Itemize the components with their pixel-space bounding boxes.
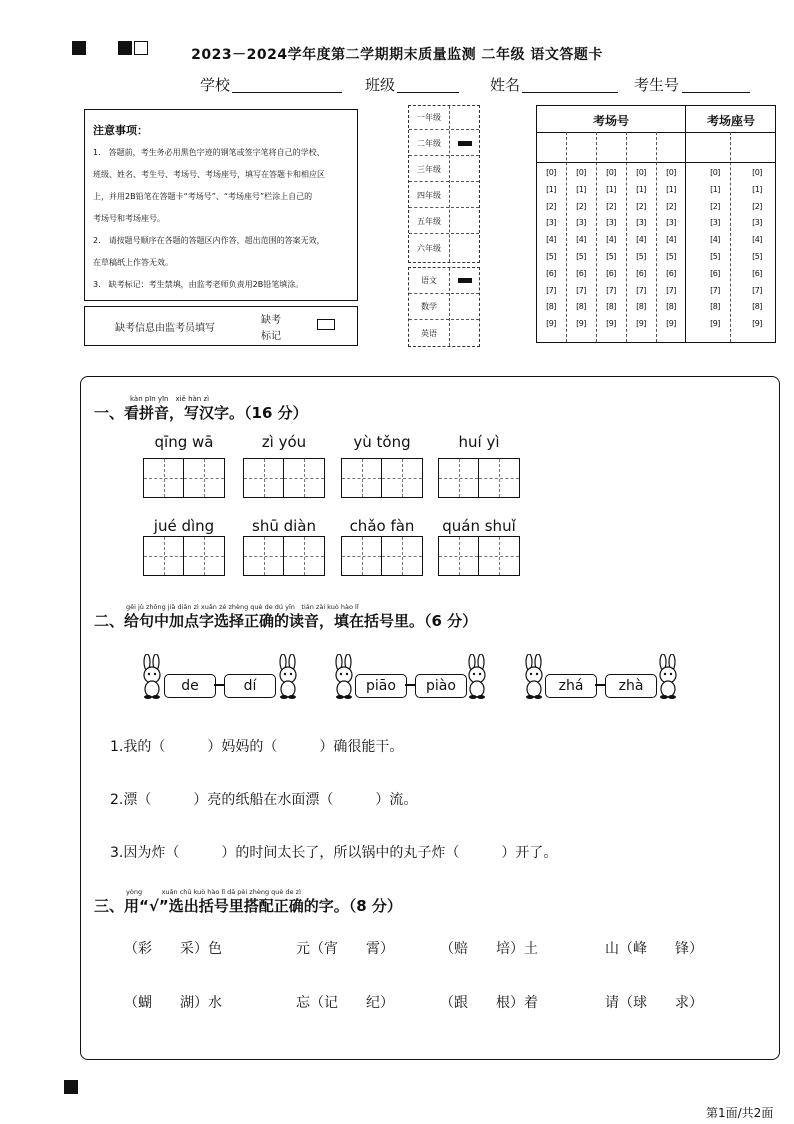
connector (595, 684, 605, 686)
pinyin-label: chǎo fàn (349, 517, 415, 535)
section2-title: 二、给句中加点字选择正确的读音，填在括号里。（6 分） (94, 612, 478, 630)
section3-ruby: yòng xuǎn chū kuò hào lǐ dā pèi zhèng què de zì (126, 888, 301, 896)
digit-bubble[interactable]: [5] (710, 252, 720, 261)
bunny-icon (520, 654, 548, 700)
reading-option[interactable]: zhà (605, 674, 657, 698)
subject-option[interactable]: 英语 (421, 328, 437, 338)
digit-bubble[interactable]: [7] (710, 285, 720, 295)
digit-bubble[interactable]: [2] (666, 201, 676, 211)
digit-bubble[interactable]: [3] (636, 218, 646, 228)
digit-bubble[interactable]: [5] (636, 252, 646, 261)
reading-option[interactable]: de (164, 674, 216, 698)
digit-bubble[interactable]: [9] (576, 319, 586, 329)
writing-grid[interactable] (143, 536, 225, 576)
writing-grid[interactable] (438, 536, 520, 576)
digit-bubble[interactable]: [6] (606, 268, 616, 278)
digit-bubble[interactable]: [2] (546, 201, 556, 211)
writing-grid[interactable] (341, 458, 423, 498)
exam-room-header: 考场号 (592, 114, 629, 128)
class-field[interactable] (397, 78, 459, 93)
digit-bubble[interactable]: [3] (752, 218, 762, 228)
digit-bubble[interactable]: [2] (606, 201, 616, 211)
digit-bubble[interactable]: [4] (576, 235, 586, 245)
notes-line: 班级、姓名、考生号、考场号、考场座号，填写在答题卡和相应区 (93, 170, 325, 179)
digit-bubble[interactable]: [5] (576, 252, 586, 261)
page-number: 第1面/共2面 (706, 1106, 774, 1120)
choice-pair[interactable]: （彩 采）色 (124, 941, 222, 957)
digit-bubble[interactable]: [9] (606, 319, 616, 329)
digit-bubble[interactable]: [1] (752, 184, 762, 194)
digit-bubble[interactable]: [6] (636, 268, 646, 278)
section3-title: 三、用“√”选出括号里搭配正确的字。（8 分） (94, 897, 402, 915)
absent-mark-label-1: 缺考 (261, 315, 281, 326)
digit-bubble[interactable]: [7] (752, 285, 762, 295)
digit-bubble[interactable]: [5] (752, 252, 762, 261)
digit-bubble[interactable]: [4] (636, 235, 646, 245)
digit-bubble[interactable]: [0] (576, 168, 586, 177)
digit-bubble[interactable]: [3] (606, 218, 616, 228)
digit-bubble[interactable]: [0] (666, 168, 676, 177)
choice-pair[interactable]: （跟 根）着 (440, 995, 538, 1011)
connector (405, 684, 415, 686)
question-sentence: 1.我的（ ）妈妈的（ ）确很能干。 (110, 739, 404, 755)
corner-marker-bottom-left (64, 1080, 78, 1094)
writing-grid[interactable] (143, 458, 225, 498)
absent-info-label: 缺考信息由监考员填写 (115, 323, 215, 334)
absent-info-box (84, 306, 358, 346)
notes-line: 考场号和考场座号。 (93, 214, 165, 223)
digit-bubble[interactable]: [1] (546, 184, 556, 194)
digit-bubble[interactable]: [0] (606, 168, 616, 177)
pinyin-label: zì yóu (261, 433, 307, 451)
digit-bubble[interactable]: [9] (710, 319, 720, 329)
school-field[interactable] (232, 78, 342, 93)
digit-bubble[interactable]: [7] (666, 285, 676, 295)
writing-grid[interactable] (243, 458, 325, 498)
digit-bubble[interactable]: [7] (606, 285, 616, 295)
digit-bubble[interactable]: [3] (710, 218, 720, 228)
pinyin-label: qīng wā (154, 433, 214, 451)
choice-pair[interactable]: 元（宵 霄） (296, 941, 394, 957)
grade-option[interactable]: 四年级 (409, 184, 449, 208)
digit-bubble[interactable]: [8] (576, 302, 586, 312)
digit-bubble[interactable]: [8] (606, 302, 616, 312)
choice-pair[interactable]: （蝴 湖）水 (124, 995, 222, 1011)
connector (214, 684, 224, 686)
section2-ruby: gěi jù zhōng jiā diǎn zì xuǎn zé zhèng què de dú yīn tián zài kuò hào lǐ (126, 603, 359, 611)
absent-mark-box[interactable] (317, 319, 335, 330)
digit-bubble[interactable]: [5] (546, 252, 556, 261)
grade-option[interactable]: 五年级 (409, 210, 449, 234)
digit-bubble[interactable]: [5] (666, 252, 676, 261)
notes-line: 在草稿纸上作答无效。 (93, 258, 173, 267)
digit-bubble[interactable]: [2] (636, 201, 646, 211)
bunny-icon (274, 654, 302, 700)
digit-bubble[interactable]: [1] (576, 184, 586, 194)
digit-bubble[interactable]: [6] (752, 268, 762, 278)
digit-bubble[interactable]: [2] (752, 201, 762, 211)
digit-bubble[interactable]: [9] (666, 319, 676, 329)
digit-bubble[interactable]: [2] (710, 201, 720, 211)
digit-bubble[interactable]: [7] (576, 285, 586, 295)
pinyin-label: quán shuǐ (442, 517, 516, 535)
digit-bubble[interactable]: [4] (546, 235, 556, 245)
grade-option[interactable]: 一年级 (409, 106, 449, 130)
digit-bubble[interactable]: [0] (752, 168, 762, 177)
subject-filled-mark (451, 268, 479, 294)
digit-bubble[interactable]: [4] (666, 235, 676, 245)
digit-bubble[interactable]: [5] (606, 252, 616, 261)
bunny-icon (654, 654, 682, 700)
digit-bubble[interactable]: [1] (666, 184, 676, 194)
digit-bubble[interactable]: [4] (752, 235, 762, 245)
notes-box (84, 109, 358, 301)
digit-bubble[interactable]: [3] (576, 218, 586, 228)
subject-selector (408, 267, 480, 347)
digit-bubble[interactable]: [9] (546, 319, 556, 329)
grade-selector (408, 105, 480, 263)
digit-bubble[interactable]: [7] (546, 285, 556, 295)
notes-line: 2. 请按题号顺序在各题的答题区内作答，超出范围的答案无效， (93, 236, 325, 245)
choice-pair[interactable]: （赔 培）土 (440, 941, 538, 957)
digit-bubble[interactable]: [4] (710, 235, 720, 245)
subject-option[interactable]: 数学 (409, 294, 449, 320)
page-title: 2023－2024学年度第二学期期末质量监测 二年级 语文答题卡 (191, 47, 603, 63)
question-sentence: 2.漂（ ）亮的纸船在水面漂（ ）流。 (110, 792, 418, 808)
exam-seat-header: 考场座号 (706, 114, 755, 128)
notes-line: 上，并用2B铅笔在答题卡“考场号”、“考场座号”栏涂上自己的 (93, 192, 313, 201)
writing-grid[interactable] (341, 536, 423, 576)
reading-option[interactable]: zhá (545, 674, 597, 698)
digit-bubble[interactable]: [6] (710, 268, 720, 278)
digit-bubble[interactable]: [0] (636, 168, 646, 177)
bunny-icon (463, 654, 491, 700)
digit-bubble[interactable]: [3] (546, 218, 556, 228)
notes-title: 注意事项： (93, 124, 148, 137)
choice-pair[interactable]: 忘（记 纪） (296, 995, 394, 1011)
grade-option[interactable]: 二年级 (409, 132, 449, 156)
pinyin-label: yù tǒng (353, 433, 411, 451)
notes-line: 3. 缺考标记：考生禁填，由监考老师负责用2B铅笔填涂。 (93, 280, 304, 289)
pinyin-label: jué dìng (153, 517, 215, 535)
digit-bubble[interactable]: [8] (666, 302, 676, 312)
name-label: 姓名 (490, 76, 521, 94)
digit-bubble[interactable]: [2] (576, 201, 586, 211)
digit-bubble[interactable]: [0] (546, 168, 556, 177)
reading-option[interactable]: piāo (355, 674, 407, 698)
subject-option[interactable]: 语文 (409, 268, 449, 294)
digit-bubble[interactable]: [8] (636, 302, 646, 312)
writing-grid[interactable] (243, 536, 325, 576)
pinyin-label: shū diàn (252, 517, 316, 535)
exam-no-label: 考生号 (634, 76, 680, 94)
digit-bubble[interactable]: [9] (636, 319, 646, 329)
digit-bubble[interactable]: [9] (752, 319, 762, 329)
school-label: 学校 (200, 76, 231, 94)
digit-bubble[interactable]: [6] (666, 268, 676, 278)
bunny-icon (330, 654, 358, 700)
exam-room-table (536, 105, 776, 343)
bunny-icon (138, 654, 166, 700)
section1-ruby: kàn pīn yīn xiě hàn zì (130, 395, 210, 403)
digit-bubble[interactable]: [1] (636, 184, 646, 194)
grade-option[interactable]: 六年级 (417, 243, 441, 253)
class-label: 班级 (365, 76, 396, 94)
name-field[interactable] (522, 78, 618, 93)
digit-bubble[interactable]: [1] (710, 184, 720, 194)
digit-bubble[interactable]: [7] (636, 285, 646, 295)
digit-bubble[interactable]: [1] (606, 184, 616, 194)
digit-bubble[interactable]: [8] (752, 302, 762, 312)
grade-option[interactable]: 三年级 (409, 158, 449, 182)
digit-bubble[interactable]: [6] (576, 268, 586, 278)
digit-bubble[interactable]: [8] (546, 302, 556, 312)
absent-mark-label-2: 标记 (261, 331, 281, 342)
choice-pair[interactable]: 山（峰 锋） (605, 941, 703, 957)
choice-pair[interactable]: 请（球 求） (605, 995, 703, 1011)
pinyin-label: huí yì (458, 433, 500, 451)
digit-bubble[interactable]: [6] (546, 268, 556, 278)
exam-no-field[interactable] (682, 78, 750, 93)
reading-option[interactable]: piào (415, 674, 467, 698)
section1-title: 一、看拼音，写汉字。（16 分） (94, 404, 308, 422)
digit-bubble[interactable]: [3] (666, 218, 676, 228)
question-sentence: 3.因为炸（ ）的时间太长了，所以锅中的丸子炸（ ）开了。 (110, 845, 558, 861)
digit-bubble[interactable]: [8] (710, 302, 720, 312)
digit-bubble[interactable]: [4] (606, 235, 616, 245)
grade-filled-mark (451, 132, 479, 156)
notes-line: 1. 答题前，考生务必用黑色字迹的钢笔或签字笔将自己的学校、 (93, 148, 325, 157)
writing-grid[interactable] (438, 458, 520, 498)
reading-option[interactable]: dí (224, 674, 276, 698)
digit-bubble[interactable]: [0] (710, 168, 720, 177)
